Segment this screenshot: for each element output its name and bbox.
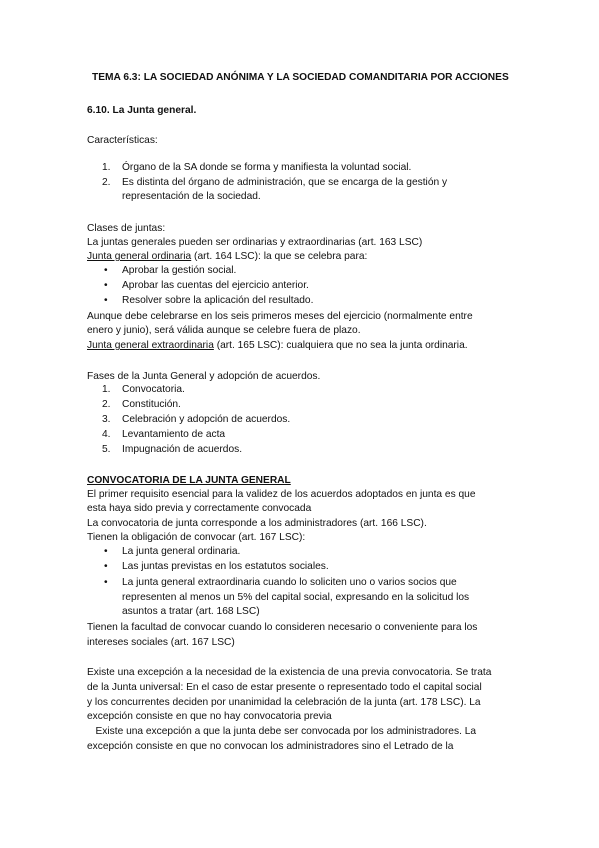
list-text: Celebración y adopción de acuerdos. — [122, 414, 291, 425]
ordinaria-line — [87, 250, 512, 263]
ordinaria-note-1: Aunque debe celebrarse en los seis primeros meses del ejercicio (normalmente entre — [87, 311, 473, 322]
list-number: 4. — [102, 429, 111, 440]
list-text: Levantamiento de acta — [122, 429, 226, 440]
list-number: 2. — [102, 177, 111, 188]
paragraph-line: esta haya sido previa y correctamente convocada — [87, 503, 312, 514]
fases-label: Fases de la Junta General y adopción de acuerdos. — [87, 371, 321, 382]
extraordinaria-label: Junta general extraordinaria — [87, 340, 214, 351]
list-number: 2. — [102, 399, 111, 410]
ordinaria-note-2: enero y junio), será válida aunque se celebre fuera de plazo. — [87, 325, 361, 336]
list-text: Convocatoria. — [122, 384, 185, 395]
bullet-text: Aprobar las cuentas del ejercicio anterior. — [122, 280, 309, 291]
list-number: 1. — [102, 384, 111, 395]
list-text: Impugnación de acuerdos. — [122, 444, 243, 455]
ordinaria-rest: (art. 164 LSC): la que se celebra para: — [191, 251, 368, 262]
paragraph-line: de la Junta universal: En el caso de estar presente o representado todo el capital social — [87, 682, 482, 693]
caracteristicas-label: Características: — [87, 135, 158, 146]
bullet-icon: • — [104, 561, 108, 572]
paragraph-line: y los concurrentes deciden por unanimidad la celebración de la junta (art. 178 LSC). La — [87, 697, 481, 708]
paragraph-line: Existe una excepción a que la junta debe ser convocada por los administradores. La — [87, 726, 477, 737]
bullet-icon: • — [104, 265, 108, 276]
bullet-text-cont: asuntos a tratar (art. 168 LSC) — [122, 606, 260, 617]
paragraph-line: El primer requisito esencial para la validez de los acuerdos adoptados en junta es que — [87, 489, 476, 500]
bullet-text: La junta general ordinaria. — [122, 546, 241, 557]
extraordinaria-line — [87, 339, 512, 352]
extraordinaria-rest: (art. 165 LSC): cualquiera que no sea la junta ordinaria. — [213, 340, 468, 351]
section-heading: 6.10. La Junta general. — [87, 105, 197, 116]
list-text: Órgano de la SA donde se forma y manifiesta la voluntad social. — [122, 162, 412, 173]
paragraph-line: La convocatoria de junta corresponde a los administradores (art. 166 LSC). — [87, 518, 427, 529]
bullet-icon: • — [104, 280, 108, 291]
paragraph-line: excepción consiste en que no hay convocatoria previa — [87, 711, 332, 722]
list-number: 3. — [102, 414, 111, 425]
bullet-icon: • — [104, 295, 108, 306]
bullet-text: La junta general extraordinaria cuando lo soliciten uno o varios socios que — [122, 577, 457, 588]
bullet-text: Las juntas previstas en los estatutos sociales. — [122, 561, 329, 572]
bullet-text-cont: representen al menos un 5% del capital social, expresando en la solicitud los — [122, 592, 470, 603]
clases-intro: La juntas generales pueden ser ordinarias y extraordinarias (art. 163 LSC) — [87, 237, 423, 248]
paragraph-line: Tienen la obligación de convocar (art. 167 LSC): — [87, 532, 306, 543]
list-text: Es distinta del órgano de administración, que se encarga de la gestión y — [122, 177, 448, 188]
document-title: TEMA 6.3: LA SOCIEDAD ANÓNIMA Y LA SOCIEDAD COMANDITARIA POR ACCIONES — [92, 72, 509, 83]
list-text-cont: representación de la sociedad. — [122, 191, 261, 202]
list-text: Constitución. — [122, 399, 181, 410]
paragraph-line: Tienen la facultad de convocar cuando lo consideren necesario o conveniente para los — [87, 622, 478, 633]
bullet-icon: • — [104, 546, 108, 557]
list-number: 1. — [102, 162, 111, 173]
clases-label: Clases de juntas: — [87, 223, 166, 234]
paragraph-line: Existe una excepción a la necesidad de la existencia de una previa convocatoria. Se trata — [87, 667, 492, 678]
list-number: 5. — [102, 444, 111, 455]
paragraph-line: intereses sociales (art. 167 LSC) — [87, 637, 235, 648]
paragraph-line: excepción consiste en que no convocan los administradores sino el Letrado de la — [87, 741, 454, 752]
bullet-text: Resolver sobre la aplicación del resultado. — [122, 295, 314, 306]
bullet-text: Aprobar la gestión social. — [122, 265, 237, 276]
ordinaria-label: Junta general ordinaria — [87, 251, 192, 262]
convocatoria-heading: CONVOCATORIA DE LA JUNTA GENERAL — [87, 475, 291, 486]
bullet-icon: • — [104, 577, 108, 588]
